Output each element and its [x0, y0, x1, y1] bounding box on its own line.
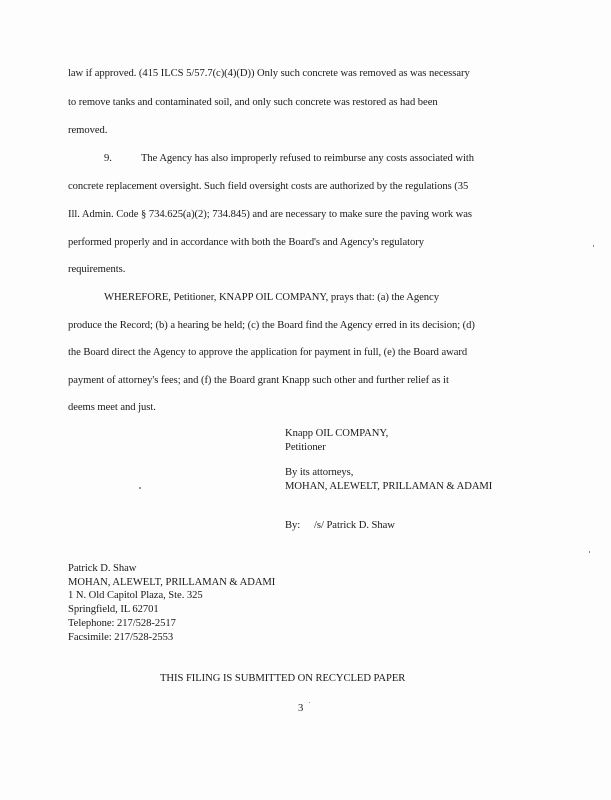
paragraph-line: to remove tanks and contaminated soil, and only such concrete was restored as had been	[68, 97, 438, 108]
recycled-paper-notice: THIS FILING IS SUBMITTED ON RECYCLED PAPER	[160, 673, 406, 684]
paragraph-number: 9.	[104, 153, 112, 164]
facsimile: Facsimile: 217/528-2553	[68, 632, 174, 643]
scan-speck	[593, 245, 594, 247]
paragraph-line: WHEREFORE, Petitioner, KNAPP OIL COMPANY, prays that: (a) the Agency	[104, 292, 439, 303]
paragraph-line: deems meet and just.	[68, 402, 156, 413]
party-role: Petitioner	[285, 442, 326, 453]
page-number: 3	[298, 703, 304, 714]
paragraph-line: payment of attorney's fees; and (f) the Board grant Knapp such other and further relief as it	[68, 375, 449, 386]
scan-speck	[139, 487, 141, 489]
paragraph-line: removed.	[68, 125, 108, 136]
paragraph-line: Ill. Admin. Code § 734.625(a)(2); 734.845) and are necessary to make sure the paving work was	[68, 209, 472, 220]
paragraph-line: The Agency has also improperly refused to reimburse any costs associated with	[141, 153, 474, 164]
law-firm-name: MOHAN, ALEWELT, PRILLAMAN & ADAMI	[285, 481, 493, 492]
electronic-signature: /s/ Patrick D. Shaw	[314, 520, 395, 531]
paragraph-line: law if approved. (415 ILCS 5/57.7(c)(4)(D)) Only such concrete was removed as was necessary	[68, 68, 470, 79]
paragraph-line: concrete replacement oversight. Such field oversight costs are authorized by the regulations (35	[68, 181, 469, 192]
city-state-zip: Springfield, IL 62701	[68, 604, 159, 615]
firm-name: MOHAN, ALEWELT, PRILLAMAN & ADAMI	[68, 577, 276, 588]
scan-speck	[589, 551, 590, 553]
attorney-name: Patrick D. Shaw	[68, 563, 137, 574]
party-name: Knapp OIL COMPANY,	[285, 428, 389, 439]
paragraph-line: produce the Record; (b) a hearing be held; (c) the Board find the Agency erred in its decision; (d)	[68, 320, 475, 331]
paragraph-line: performed properly and in accordance with both the Board's and Agency's regulatory	[68, 237, 424, 248]
paragraph-line: the Board direct the Agency to approve the application for payment in full, (e) the Board award	[68, 347, 468, 358]
by-attorneys-label: By its attorneys,	[285, 467, 354, 478]
street-address: 1 N. Old Capitol Plaza, Ste. 325	[68, 590, 203, 601]
paragraph-line: requirements.	[68, 264, 126, 275]
by-label: By:	[285, 520, 301, 531]
scan-speck	[309, 702, 310, 703]
telephone: Telephone: 217/528-2517	[68, 618, 176, 629]
